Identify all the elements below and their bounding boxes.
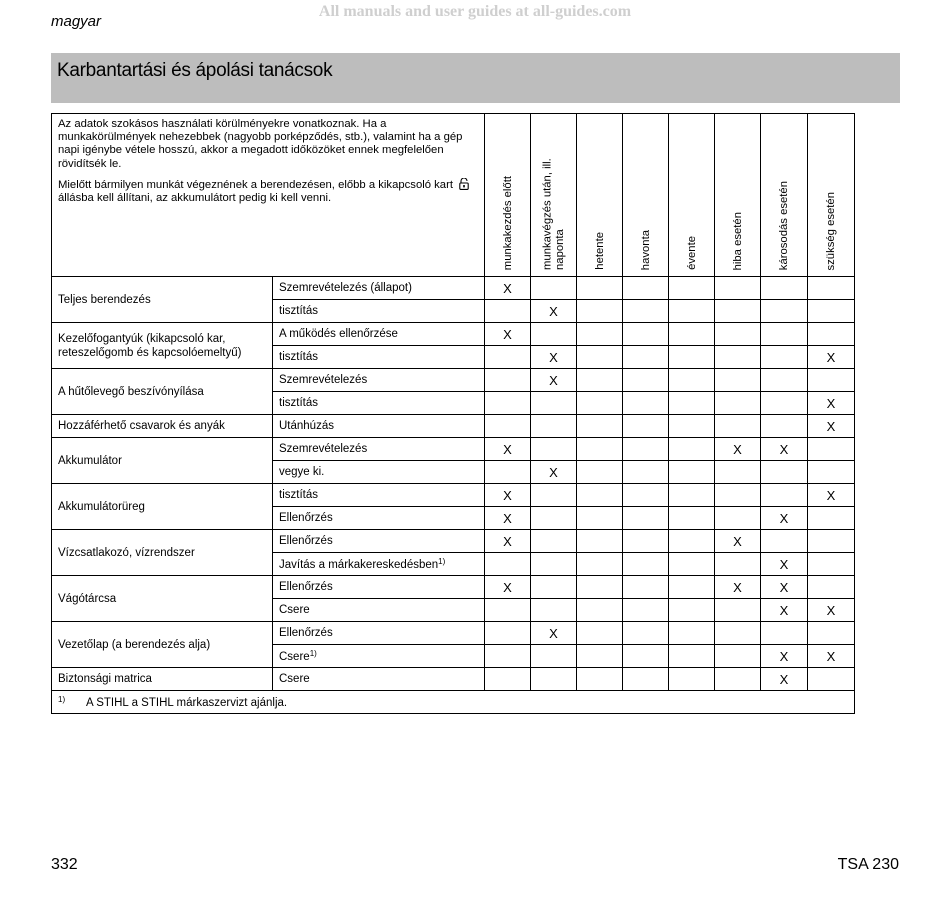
action-label: Ellenőrzés xyxy=(279,535,333,547)
interval-cell xyxy=(623,645,669,668)
action-label: A működés ellenőrzése xyxy=(279,328,398,340)
check-mark: X xyxy=(826,602,836,618)
interval-cell xyxy=(808,668,855,691)
interval-cell xyxy=(669,277,715,300)
action-label: Csere xyxy=(279,673,310,685)
action-cell xyxy=(273,668,485,691)
interval-cell xyxy=(715,484,761,507)
interval-cell xyxy=(715,599,761,622)
interval-cell xyxy=(761,300,808,323)
check-mark: X xyxy=(779,441,789,457)
action-label: Ellenőrzés xyxy=(279,581,333,593)
check-mark: X xyxy=(549,464,558,480)
check-mark: X xyxy=(779,556,789,572)
action-label: vegye ki. xyxy=(279,466,325,478)
interval-cell xyxy=(531,438,577,461)
interval-cell xyxy=(761,599,808,622)
interval-cell xyxy=(577,300,623,323)
language-label: magyar xyxy=(51,13,102,30)
action-label: Utánhúzás xyxy=(279,420,334,432)
action-cell xyxy=(273,369,485,392)
action-label: Csere xyxy=(279,651,310,663)
interval-cell xyxy=(808,599,855,622)
action-label: tisztítás xyxy=(279,489,318,501)
interval-cell xyxy=(577,576,623,599)
action-label: tisztítás xyxy=(279,351,318,363)
interval-cell xyxy=(485,622,531,645)
interval-cell xyxy=(715,392,761,415)
action-label: tisztítás xyxy=(279,305,318,317)
interval-cell xyxy=(761,622,808,645)
unlocked-padlock-icon xyxy=(459,178,469,190)
interval-cell xyxy=(531,668,577,691)
action-label: Ellenőrzés xyxy=(279,512,333,524)
check-mark: X xyxy=(549,625,558,641)
column-header-2 xyxy=(577,114,623,277)
interval-cell xyxy=(623,576,669,599)
section-title-bar xyxy=(51,53,900,103)
check-mark: X xyxy=(549,349,558,365)
interval-cell xyxy=(808,346,855,369)
interval-cell xyxy=(531,622,577,645)
interval-cell xyxy=(623,346,669,369)
check-mark: X xyxy=(503,510,512,526)
interval-cell xyxy=(669,415,715,438)
interval-cell xyxy=(669,668,715,691)
action-cell xyxy=(273,553,485,576)
interval-cell xyxy=(808,622,855,645)
interval-cell xyxy=(669,622,715,645)
interval-cell xyxy=(715,369,761,392)
interval-cell xyxy=(761,346,808,369)
interval-cell xyxy=(669,300,715,323)
action-label: Ellenőrzés xyxy=(279,627,333,639)
interval-cell xyxy=(669,576,715,599)
action-cell xyxy=(273,300,485,323)
column-header-6 xyxy=(761,114,808,277)
check-mark: X xyxy=(779,648,789,664)
component-cell: Vágótárcsa xyxy=(52,576,273,622)
component-cell: Vízcsatlakozó, vízrendszer xyxy=(52,530,273,576)
interval-cell xyxy=(669,461,715,484)
interval-cell xyxy=(623,461,669,484)
check-mark: X xyxy=(779,671,789,687)
interval-cell xyxy=(669,438,715,461)
interval-cell xyxy=(669,530,715,553)
column-header-label: hiba esetén xyxy=(731,211,744,270)
interval-cell xyxy=(577,277,623,300)
interval-cell xyxy=(808,507,855,530)
component-cell: Akkumulátor xyxy=(52,438,273,484)
intro-paragraph-2-start: Mielőtt bármilyen munkát végeznének a berendezésen, előbb a kikapcsoló kart xyxy=(58,178,453,191)
interval-cell xyxy=(808,300,855,323)
column-header-label: havonta xyxy=(639,229,652,270)
interval-cell xyxy=(577,415,623,438)
check-mark: X xyxy=(549,372,558,388)
interval-cell xyxy=(761,553,808,576)
interval-cell xyxy=(808,530,855,553)
interval-cell xyxy=(623,415,669,438)
interval-cell xyxy=(577,530,623,553)
interval-cell xyxy=(761,277,808,300)
table-header-row xyxy=(52,114,855,277)
interval-cell xyxy=(761,438,808,461)
action-cell xyxy=(273,461,485,484)
check-mark: X xyxy=(779,579,789,595)
check-mark: X xyxy=(779,510,789,526)
interval-cell xyxy=(808,415,855,438)
interval-cell xyxy=(577,323,623,346)
interval-cell xyxy=(531,645,577,668)
interval-cell xyxy=(485,369,531,392)
interval-cell xyxy=(808,323,855,346)
component-cell: Vezetőlap (a berendezés alja) xyxy=(52,622,273,668)
interval-cell xyxy=(485,576,531,599)
interval-cell xyxy=(669,599,715,622)
table-row xyxy=(52,323,855,346)
component-cell: Kezelőfogantyúk (kikapcsoló kar, reteszelőgomb és kapcsolóemeltyű) xyxy=(52,323,273,369)
interval-cell xyxy=(531,599,577,622)
interval-cell xyxy=(808,438,855,461)
interval-cell xyxy=(577,553,623,576)
interval-cell xyxy=(761,323,808,346)
interval-cell xyxy=(669,392,715,415)
interval-cell xyxy=(761,484,808,507)
table-row xyxy=(52,438,855,461)
action-cell xyxy=(273,599,485,622)
action-cell xyxy=(273,438,485,461)
check-mark: X xyxy=(733,533,742,549)
action-cell xyxy=(273,415,485,438)
interval-cell xyxy=(808,392,855,415)
interval-cell xyxy=(577,668,623,691)
interval-cell xyxy=(715,300,761,323)
interval-cell xyxy=(623,507,669,530)
interval-cell xyxy=(715,622,761,645)
interval-cell xyxy=(715,530,761,553)
interval-cell xyxy=(485,392,531,415)
interval-cell xyxy=(808,645,855,668)
column-header-5 xyxy=(715,114,761,277)
check-mark: X xyxy=(779,602,789,618)
interval-cell xyxy=(623,369,669,392)
interval-cell xyxy=(715,277,761,300)
check-mark: X xyxy=(503,533,512,549)
interval-cell xyxy=(531,576,577,599)
interval-cell xyxy=(485,461,531,484)
interval-cell xyxy=(761,415,808,438)
interval-cell xyxy=(577,369,623,392)
footnote-row xyxy=(52,691,855,714)
interval-cell xyxy=(761,369,808,392)
action-cell xyxy=(273,507,485,530)
column-header-4 xyxy=(669,114,715,277)
interval-cell xyxy=(761,645,808,668)
footnote-reference: 1) xyxy=(438,557,446,566)
action-label: Szemrevételezés xyxy=(279,443,368,455)
interval-cell xyxy=(485,346,531,369)
interval-cell xyxy=(715,461,761,484)
component-cell: Hozzáférhető csavarok és anyák xyxy=(52,415,273,438)
interval-cell xyxy=(715,323,761,346)
footnote-text: A STIHL a STIHL márkaszervizt ajánlja. xyxy=(86,697,288,709)
interval-cell xyxy=(531,300,577,323)
interval-cell xyxy=(531,323,577,346)
interval-cell xyxy=(577,484,623,507)
interval-cell xyxy=(531,461,577,484)
action-label: Szemrevételezés (állapot) xyxy=(279,282,412,294)
table-row xyxy=(52,668,855,691)
interval-cell xyxy=(623,622,669,645)
column-header-label: szükség esetén xyxy=(824,191,837,270)
action-cell xyxy=(273,645,485,668)
check-mark: X xyxy=(826,395,836,411)
interval-cell xyxy=(715,668,761,691)
column-header-label: munkakezdés előtt xyxy=(501,175,514,270)
table-row xyxy=(52,576,855,599)
interval-cell xyxy=(808,461,855,484)
column-header-1 xyxy=(531,114,577,277)
action-label: tisztítás xyxy=(279,397,318,409)
intro-cell xyxy=(52,114,485,277)
section-title: Karbantartási és ápolási tanácsok xyxy=(57,60,333,81)
interval-cell xyxy=(577,346,623,369)
interval-cell xyxy=(531,553,577,576)
action-cell xyxy=(273,346,485,369)
interval-cell xyxy=(715,553,761,576)
interval-cell xyxy=(577,438,623,461)
interval-cell xyxy=(623,438,669,461)
footnote-cell xyxy=(52,691,855,714)
check-mark: X xyxy=(733,441,742,457)
footnote-marker: 1) xyxy=(58,695,66,704)
check-mark: X xyxy=(826,487,836,503)
interval-cell xyxy=(669,484,715,507)
interval-cell xyxy=(485,599,531,622)
column-header-3 xyxy=(623,114,669,277)
model-name: TSA 230 xyxy=(837,856,899,873)
interval-cell xyxy=(485,553,531,576)
interval-cell xyxy=(669,645,715,668)
action-cell xyxy=(273,484,485,507)
interval-cell xyxy=(485,323,531,346)
component-cell: A hűtőlevegő beszívónyílása xyxy=(52,369,273,415)
check-mark: X xyxy=(503,579,512,595)
component-cell: Akkumulátorüreg xyxy=(52,484,273,530)
interval-cell xyxy=(485,277,531,300)
interval-cell xyxy=(623,668,669,691)
interval-cell xyxy=(531,277,577,300)
action-cell xyxy=(273,530,485,553)
interval-cell xyxy=(761,507,808,530)
check-mark: X xyxy=(503,280,512,296)
intro-paragraph-2 xyxy=(58,178,478,205)
interval-cell xyxy=(761,576,808,599)
check-mark: X xyxy=(826,648,836,664)
interval-cell xyxy=(623,323,669,346)
column-header-label: károsodás esetén xyxy=(777,180,790,270)
check-mark: X xyxy=(549,303,558,319)
interval-cell xyxy=(761,530,808,553)
interval-cell xyxy=(531,392,577,415)
interval-cell xyxy=(623,484,669,507)
interval-cell xyxy=(531,415,577,438)
interval-cell xyxy=(715,645,761,668)
interval-cell xyxy=(577,645,623,668)
interval-cell xyxy=(623,277,669,300)
interval-cell xyxy=(669,369,715,392)
action-label: Szemrevételezés xyxy=(279,374,368,386)
interval-cell xyxy=(577,622,623,645)
intro-paragraph-1: Az adatok szokásos használati körülményekre vonatkoznak. Ha a munkakörülmények nehezebbek (nagyobb porképződés, stb.), valamint ha a gép napi igénybe vétele hosszú, akkor a megadott időközöket ennek megfelelően rövidítsék le. xyxy=(58,118,463,170)
interval-cell xyxy=(669,507,715,530)
table-row xyxy=(52,277,855,300)
interval-cell xyxy=(531,346,577,369)
interval-cell xyxy=(577,461,623,484)
interval-cell xyxy=(669,346,715,369)
interval-cell xyxy=(623,599,669,622)
check-mark: X xyxy=(826,349,836,365)
interval-cell xyxy=(715,346,761,369)
table-row xyxy=(52,415,855,438)
interval-cell xyxy=(531,507,577,530)
table-row xyxy=(52,369,855,392)
interval-cell xyxy=(577,507,623,530)
interval-cell xyxy=(485,507,531,530)
check-mark: X xyxy=(503,487,512,503)
interval-cell xyxy=(715,576,761,599)
column-header-label: évente xyxy=(685,236,698,270)
action-label: Javítás a márkakereskedésben xyxy=(279,559,439,571)
interval-cell xyxy=(808,576,855,599)
action-cell xyxy=(273,323,485,346)
interval-cell xyxy=(808,369,855,392)
interval-cell xyxy=(715,415,761,438)
maintenance-table xyxy=(51,113,855,714)
action-cell xyxy=(273,277,485,300)
interval-cell xyxy=(761,392,808,415)
check-mark: X xyxy=(733,579,742,595)
interval-cell xyxy=(485,530,531,553)
interval-cell xyxy=(623,392,669,415)
check-mark: X xyxy=(503,326,512,342)
interval-cell xyxy=(623,553,669,576)
interval-cell xyxy=(485,438,531,461)
interval-cell xyxy=(623,530,669,553)
interval-cell xyxy=(531,369,577,392)
action-cell xyxy=(273,576,485,599)
interval-cell xyxy=(715,507,761,530)
check-mark: X xyxy=(826,418,836,434)
action-label: Csere xyxy=(279,604,310,616)
column-header-0 xyxy=(485,114,531,277)
action-cell xyxy=(273,622,485,645)
interval-cell xyxy=(761,668,808,691)
interval-cell xyxy=(669,553,715,576)
footnote-reference: 1) xyxy=(309,649,317,658)
action-cell xyxy=(273,392,485,415)
interval-cell xyxy=(485,300,531,323)
check-mark: X xyxy=(503,441,512,457)
interval-cell xyxy=(577,599,623,622)
component-cell: Biztonsági matrica xyxy=(52,668,273,691)
interval-cell xyxy=(669,323,715,346)
page-number: 332 xyxy=(51,856,78,873)
interval-cell xyxy=(808,484,855,507)
interval-cell xyxy=(485,668,531,691)
watermark: All manuals and user guides at all-guides.com xyxy=(318,3,632,20)
interval-cell xyxy=(808,553,855,576)
interval-cell xyxy=(623,300,669,323)
interval-cell xyxy=(577,392,623,415)
interval-cell xyxy=(715,438,761,461)
interval-cell xyxy=(808,277,855,300)
interval-cell xyxy=(531,530,577,553)
column-header-label: hetente xyxy=(593,232,606,270)
column-header-label: munkavégzés után, ill. naponta xyxy=(541,158,566,270)
table-row xyxy=(52,622,855,645)
interval-cell xyxy=(531,484,577,507)
table-row xyxy=(52,530,855,553)
interval-cell xyxy=(485,415,531,438)
component-cell: Teljes berendezés xyxy=(52,277,273,323)
table-row xyxy=(52,484,855,507)
column-header-7 xyxy=(808,114,855,277)
interval-cell xyxy=(485,484,531,507)
intro-paragraph-2-end: állásba kell állítani, az akkumulátort pedig ki kell venni. xyxy=(58,192,332,205)
interval-cell xyxy=(485,645,531,668)
interval-cell xyxy=(761,461,808,484)
